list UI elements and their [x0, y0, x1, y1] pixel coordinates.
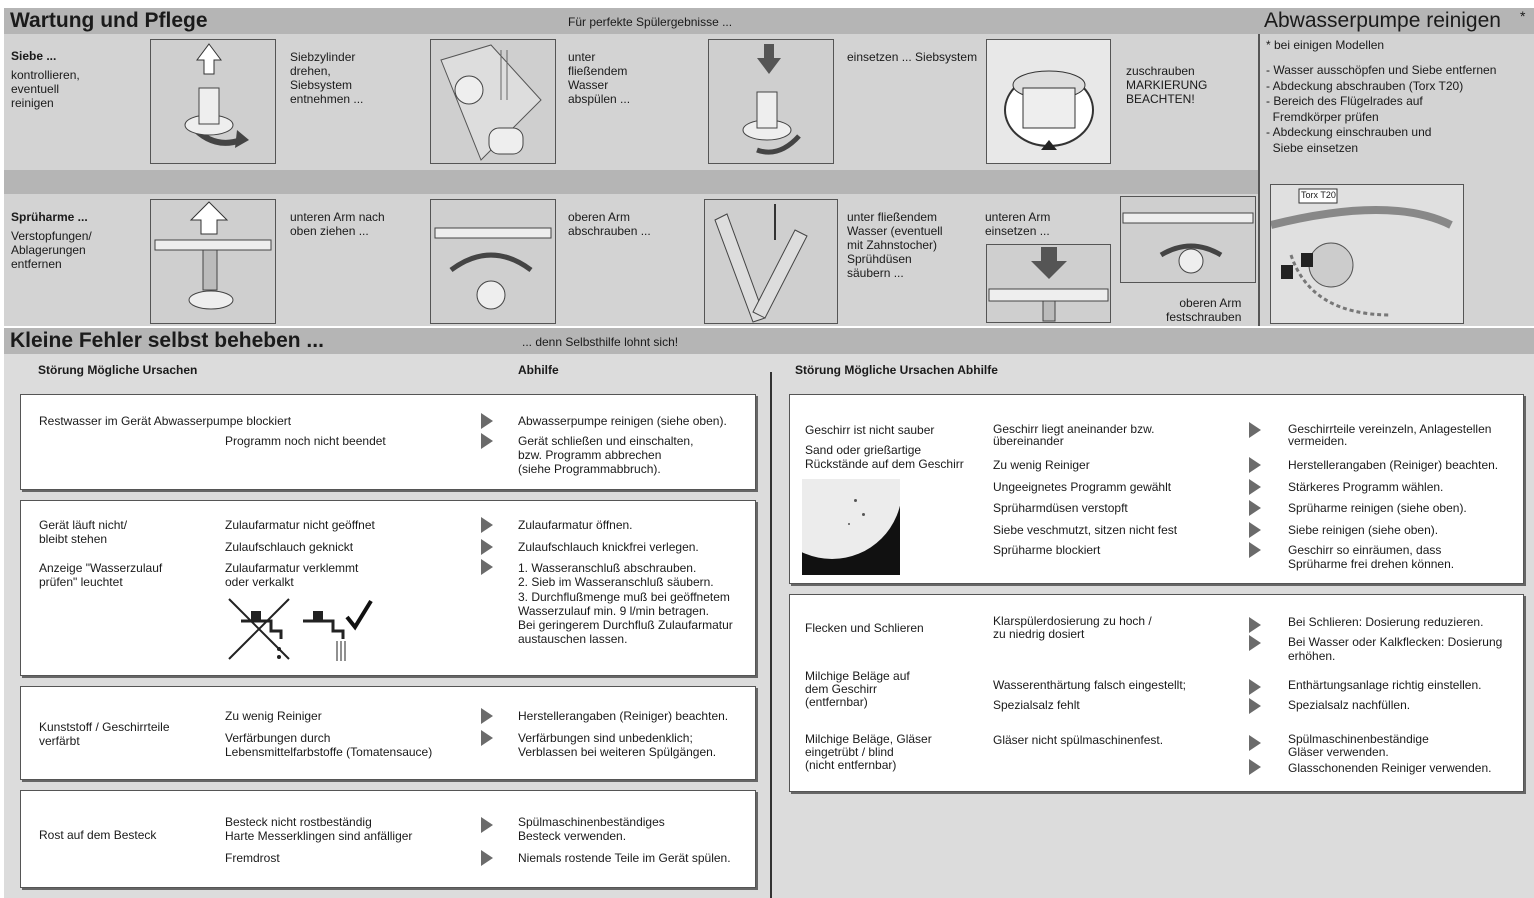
arrow-icon: [481, 559, 493, 575]
upper-arm-screw-illustration: [1120, 196, 1256, 283]
cause-external-rust: Fremdrost: [225, 851, 280, 865]
cause-hose-kinked: Zulaufschlauch geknickt: [225, 540, 354, 554]
problem-milky-removable: Milchige Beläge auf dem Geschirr (entfernbar): [805, 669, 910, 709]
arrow-icon: [481, 539, 493, 555]
fix-detergent-info: Herstellerangaben (Reiniger) beachten.: [1288, 458, 1499, 472]
fix-safe-glasses: Spülmaschinenbeständige Gläser verwenden.: [1288, 732, 1429, 759]
fix-dishwasher-safe-cutlery: Spülmaschinenbeständiges Besteck verwenden.: [518, 815, 665, 843]
arrow-icon: [481, 730, 493, 746]
problem-water-supply-indicator: Anzeige "Wasserzulauf prüfen" leuchtet: [39, 561, 163, 589]
arrow-icon: [1249, 759, 1261, 775]
lower-arm-pull-illustration: [150, 199, 276, 324]
panel-streaks: [789, 594, 1524, 792]
maintenance-subtitle: Für perfekte Spülergebnisse ...: [568, 15, 733, 29]
arrow-icon: [481, 850, 493, 866]
cause-program-not-finished: Programm noch nicht beendet: [225, 434, 386, 448]
filters-step-4: zuschrauben MARKIERUNG BEACHTEN!: [1126, 64, 1208, 106]
problem-streaks: Flecken und Schlieren: [805, 621, 924, 635]
cause-rinse-aid-dosage: Klarspülerdosierung zu hoch / zu niedrig dosiert: [993, 614, 1152, 641]
panel-rust: [20, 790, 756, 888]
filter-screw-illustration: [986, 39, 1111, 164]
cause-food-colouring: Verfärbungen durch Lebensmittelfarbstoffe (Tomatensauce): [225, 731, 433, 759]
filters-heading: Siebe ...: [11, 49, 57, 63]
column-divider: [770, 372, 772, 898]
cause-water-softening: Wasserenthärtung falsch eingestellt;: [993, 678, 1186, 692]
cause-wrong-program: Ungeeignetes Programm gewählt: [993, 480, 1172, 494]
fix-clean-arms: Sprüharme reinigen (siehe oben).: [1288, 501, 1467, 515]
filters-step-3: einsetzen ... Siebsystem: [847, 50, 978, 64]
fix-clean-filters: Siebe reinigen (siehe oben).: [1288, 523, 1439, 537]
cause-tap-stuck: Zulaufarmatur verklemmt oder verkalkt: [225, 561, 359, 589]
filters-step-1: Siebzylinder drehen, Siebsystem entnehmen ...: [290, 50, 364, 106]
spray-step-3: unter fließendem Wasser (eventuell mit Zahnstocher) Sprühdüsen säubern ...: [847, 210, 943, 280]
cause-no-salt: Spezialsalz fehlt: [993, 698, 1080, 712]
tap-check-icon: [227, 597, 377, 670]
arrow-icon: [481, 817, 493, 833]
row-divider: [4, 170, 1258, 194]
arrow-icon: [1249, 479, 1261, 495]
arrow-icon: [1249, 457, 1261, 473]
troubleshooting-subtitle: ... denn Selbsthilfe lohnt sich!: [522, 335, 679, 349]
panel-discoloured: [20, 686, 756, 780]
panel-not-running: [20, 500, 756, 676]
maintenance-title: Wartung und Pflege: [10, 9, 208, 32]
arrow-icon: [1249, 422, 1261, 438]
cause-filters-dirty: Siebe veschmutzt, sitzen nicht fest: [993, 523, 1178, 537]
fix-clean-pump: Abwasserpumpe reinigen (siehe oben).: [518, 414, 727, 428]
arrow-icon: [1249, 698, 1261, 714]
troubleshooting-title: Kleine Fehler selbst beheben ...: [10, 329, 324, 352]
pump-model-note: * bei einigen Modellen: [1266, 38, 1385, 52]
fix-no-rusting-parts: Niemals rostende Teile im Gerät spülen.: [518, 851, 731, 865]
torx-label: Torx T20: [1301, 190, 1336, 200]
spray-arms-description: Verstopfungen/ Ablagerungen entfernen: [11, 229, 92, 271]
fix-stronger-program: Stärkeres Programm wählen.: [1288, 480, 1444, 494]
fix-open-tap: Zulaufarmatur öffnen.: [518, 518, 633, 532]
cause-little-detergent: Zu wenig Reiniger: [225, 709, 322, 723]
left-column-header: Störung Mögliche Ursachen: [38, 363, 198, 377]
cause-arms-blocked: Sprüharme blockiert: [993, 543, 1101, 557]
problem-milky-permanent: Milchige Beläge, Gläser eingetrübt / blind (nicht entfernbar): [805, 732, 932, 772]
problem-not-running: Gerät läuft nicht/ bleibt stehen: [39, 518, 128, 546]
problem-sandy-residue: Sand oder grießartige Rückstände auf dem Geschirr: [805, 443, 964, 471]
arrow-icon: [481, 708, 493, 724]
upper-arm-unscrew-illustration: [430, 199, 556, 324]
problem-residual-water: Restwasser im Gerät Abwasserpumpe blockiert: [39, 414, 292, 428]
filter-remove-illustration: [150, 39, 276, 164]
filters-description: kontrollieren, eventuell reinigen: [11, 68, 80, 110]
arrow-icon: [1249, 735, 1261, 751]
dirty-plate-photo: [802, 479, 900, 575]
pump-illustration: [1270, 184, 1464, 324]
cause-nozzles-blocked: Sprüharmdüsen verstopft: [993, 501, 1128, 515]
pump-title: Abwasserpumpe reinigen: [1264, 9, 1501, 32]
lower-arm-insert-illustration: [986, 244, 1111, 323]
fix-reduce-dosage: Bei Schlieren: Dosierung reduzieren.: [1288, 615, 1484, 629]
spray-step-4: unteren Arm einsetzen ...: [985, 210, 1051, 238]
arrow-icon: [1249, 500, 1261, 516]
problem-not-clean: Geschirr ist nicht sauber: [805, 423, 935, 437]
fix-refill-salt: Spezialsalz nachfüllen.: [1288, 698, 1411, 712]
cause-glasses-not-safe: Gläser nicht spülmaschinenfest.: [993, 733, 1164, 747]
arrow-icon: [1249, 679, 1261, 695]
problem-rust: Rost auf dem Besteck: [39, 828, 157, 842]
cause-tap-closed: Zulaufarmatur nicht geöffnet: [225, 518, 375, 532]
fix-arrange-dishes: Geschirr so einräumen, dass Sprüharme frei drehen können.: [1288, 543, 1455, 571]
spray-step-2: oberen Arm abschrauben ...: [568, 210, 651, 238]
fix-increase-dosage: Bei Wasser oder Kalkflecken: Dosierung erhöhen.: [1288, 635, 1503, 663]
pump-divider: [1258, 34, 1260, 326]
spray-step-1: unteren Arm nach oben ziehen ...: [290, 210, 385, 238]
cause-too-little-detergent: Zu wenig Reiniger: [993, 458, 1090, 472]
arrow-icon: [481, 517, 493, 533]
fix-manufacturer-info: Herstellerangaben (Reiniger) beachten.: [518, 709, 729, 723]
arrow-icon: [1249, 542, 1261, 558]
filters-step-2: unter fließendem Wasser abspülen ...: [568, 50, 631, 106]
fix-water-connection: 1. Wasseranschluß abschrauben. 2. Sieb im Wasseranschluß säubern. 3. Durchflußmenge muß bei geöffnetem Wasserzulauf min. 9 l/min betragen. Bei geringerem Durchfluß Zulaufarmatur austauschen lassen.: [518, 561, 733, 647]
fix-adjust-softener: Enthärtungsanlage richtig einstellen.: [1288, 678, 1482, 692]
fix-gentle-detergent: Glasschonenden Reiniger verwenden.: [1288, 761, 1492, 775]
fix-fades: Verfärbungen sind unbedenklich; Verblassen bei weiteren Spülgängen.: [518, 731, 717, 759]
cause-touching-dishes: Geschirr liegt aneinander bzw. übereinander: [993, 422, 1155, 448]
panel-not-clean: [789, 394, 1524, 584]
pump-steps: - Wasser ausschöpfen und Siebe entfernen - Abdeckung abschrauben (Torx T20) - Bereich des Flügelrades auf Fremdkörper prüfen - Abdeckung einschrauben und Siebe einsetzen: [1266, 63, 1497, 155]
nozzle-clean-illustration: [704, 199, 838, 324]
filter-insert-illustration: [708, 39, 834, 164]
arrow-icon: [481, 433, 493, 449]
right-column-header: Störung Mögliche Ursachen Abhilfe: [795, 363, 998, 377]
arrow-icon: [1249, 635, 1261, 651]
fix-separate-dishes: Geschirrteile vereinzeln, Anlagestellen vermeiden.: [1288, 422, 1492, 448]
problem-discoloured: Kunststoff / Geschirrteile verfärbt: [39, 720, 170, 748]
arrow-icon: [1249, 522, 1261, 538]
fix-close-restart: Gerät schließen und einschalten, bzw. Programm abbrechen (siehe Programmabbruch).: [518, 434, 694, 476]
panel-residual-water: [20, 394, 756, 490]
pump-title-star: *: [1520, 8, 1526, 24]
spray-step-5: oberen Arm festschrauben: [1166, 296, 1242, 324]
fix-straighten-hose: Zulaufschlauch knickfrei verlegen.: [518, 540, 699, 554]
spray-arms-heading: Sprüharme ...: [11, 210, 88, 224]
arrow-icon: [481, 413, 493, 429]
filter-rinse-illustration: [430, 39, 556, 164]
left-column-header-fix: Abhilfe: [518, 363, 559, 377]
cause-not-rust-resistant: Besteck nicht rostbeständig Harte Messerklingen sind anfälliger: [225, 815, 413, 843]
arrow-icon: [1249, 617, 1261, 633]
